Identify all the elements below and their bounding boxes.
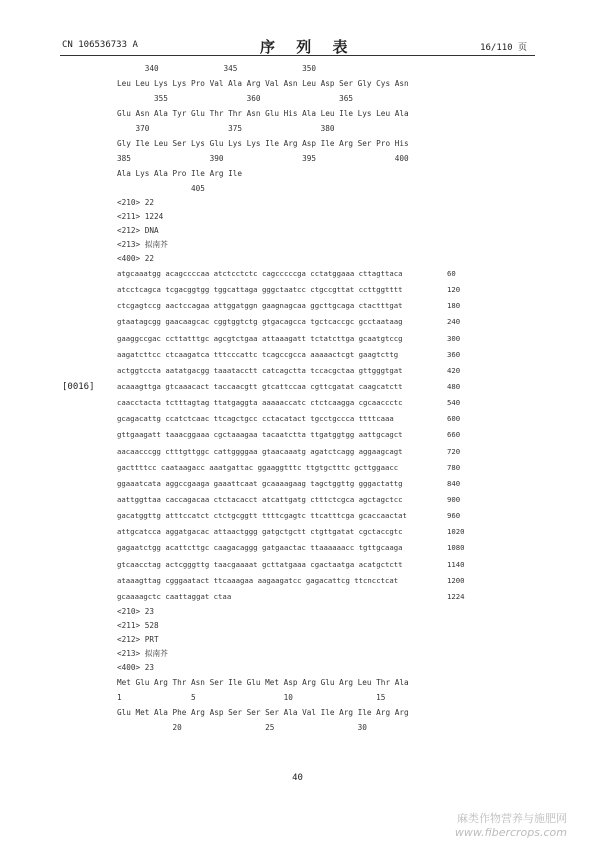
dna-line — [117, 379, 467, 395]
meta-line: <211> 1224 — [117, 212, 164, 221]
meta-line: <211> 528 — [117, 620, 159, 630]
meta-line: <212> DNA — [117, 226, 159, 235]
dna-line — [117, 460, 467, 476]
residue-numbers: 1 5 10 15 — [117, 692, 386, 702]
base-count: 480 — [447, 381, 461, 391]
residue-numbers: 370 375 380 — [117, 124, 335, 133]
dna-bases: gaaggccgac ccttatttgc agcgtctgaa attaaagatt tctatcttga gcaatgtccg — [117, 333, 403, 343]
meta-line: <210> 23 — [117, 606, 155, 616]
dna-line — [117, 444, 467, 460]
base-count: 1224 — [447, 591, 465, 601]
amino-acid-line: Met Glu Arg Thr Asn Ser Ile Glu Met Asp Arg Glu Arg Leu Thr Ala — [117, 677, 409, 687]
dna-bases: gacatggttg atttccatct ctctgcggtt ttttcgagtc ttcatttcga gcaccaactat — [117, 511, 407, 521]
residue-numbers: 355 360 365 — [117, 94, 354, 103]
sequence-listing — [117, 61, 467, 735]
dna-bases: ggaaatcata aggccgaaga gaaattcaat gcaaaagaag tagctggttg gggactattg — [117, 478, 403, 488]
dna-bases: actggtccta aatatgacgg taaatacctt catcagctta tccacgctaa gttgggtgat — [117, 365, 403, 375]
dna-line — [117, 282, 467, 298]
base-count: 1020 — [447, 527, 465, 537]
dna-bases: ataaagttag cgggaatact ttcaaagaa aagaagatcc gagacattcg ttcncctcat — [117, 575, 399, 585]
dna-bases: gtcaacctag actcgggttg taacgaaaat gcttatgaaa cgactaatga acatgctctt — [117, 559, 403, 569]
page-number: 40 — [292, 773, 303, 783]
dna-line — [117, 427, 467, 443]
dna-sequence — [117, 266, 467, 605]
meta-line: <213> 拟南芥 — [117, 240, 168, 249]
meta-line: <213> 拟南芥 — [117, 648, 168, 658]
amino-acid-line: Ala Lys Ala Pro Ile Arg Ile — [117, 169, 242, 178]
base-count: 420 — [447, 365, 461, 375]
amino-acid-line: Gly Ile Leu Ser Lys Glu Lys Lys Ile Arg Asp Ile Arg Ser Pro His — [117, 139, 409, 148]
dna-bases: gacttttcc caataagacc aaatgattac ggaaggtttc ttgtgctttc gcttggaacc — [117, 462, 399, 472]
dna-line — [117, 557, 467, 573]
dna-line — [117, 589, 467, 605]
dna-bases: gagaatctgg acattcttgc caagacaggg gatgaactac ttaaaaaacc tgttgcaaga — [117, 543, 403, 553]
patent-number: CN 106536733 A — [62, 40, 138, 50]
dna-line — [117, 395, 467, 411]
dna-bases: gtaatagcgg gaacaagcac cggtggtctg gtgacagcca tgctcaccgc gcctaataag — [117, 317, 403, 327]
residue-numbers: 340 345 350 — [117, 64, 317, 73]
base-count: 960 — [447, 511, 461, 521]
base-count: 720 — [447, 446, 461, 456]
dna-bases: aagatcttcc ctcaagatca tttcccattc tcagccgcca aaaaactcgt gaagtcttg — [117, 349, 399, 359]
meta-line: <400> 22 — [117, 254, 155, 263]
amino-acid-line: Leu Leu Lys Lys Pro Val Ala Arg Val Asn Leu Asp Ser Gly Cys Asn — [117, 79, 409, 88]
base-count: 1140 — [447, 559, 465, 569]
dna-bases: atcctcagca tcgacggtgg tggcattaga gggctaatcc ctgccgttat ccttggtttt — [117, 285, 403, 295]
dna-bases: atgcaaatgg acagccccaa atctcctctc cagcccccga cctatggaaa cttagttaca — [117, 269, 403, 278]
meta-line: <210> 22 — [117, 198, 155, 207]
dna-line — [117, 363, 467, 379]
base-count: 360 — [447, 349, 461, 359]
page-title: 序 列 表 — [260, 38, 356, 56]
meta-line: <400> 23 — [117, 662, 155, 672]
dna-line — [117, 476, 467, 492]
dna-line — [117, 508, 467, 524]
dna-bases: acaaagttga gtcaaacact taccaacgtt gtcattccaa cgttcgatat caagcatctt — [117, 381, 403, 391]
base-count: 840 — [447, 478, 461, 488]
residue-numbers: 385 390 395 400 — [117, 154, 409, 163]
base-count: 540 — [447, 398, 461, 408]
dna-bases: aattggttaa caccagacaa ctctacacct atcattgatg ctttctcgca agctagctcc — [117, 494, 403, 504]
dna-bases: ctcgagtccg aactccagaa attggatggn gaagnagcaa ggcttgcaga ctactttgat — [117, 301, 403, 311]
paragraph-number: [0016] — [62, 382, 95, 392]
dna-bases: gcagacattg ccatctcaac ttcagctgcc cctacatact tgcctgccca ttttcaaa — [117, 414, 394, 424]
residue-numbers: 405 — [117, 184, 205, 193]
base-count: 780 — [447, 462, 461, 472]
dna-bases: attgcatcca aggatgacac attaactggg gatgctgctt ctgttgatat cgctaccgtc — [117, 527, 403, 537]
base-count: 240 — [447, 317, 461, 327]
dna-line — [117, 298, 467, 314]
dna-line — [117, 573, 467, 589]
dna-line — [117, 524, 467, 540]
dna-line — [117, 540, 467, 556]
watermark-text: 麻类作物营养与施肥网 — [457, 812, 567, 825]
base-count: 60 — [447, 269, 456, 278]
dna-line — [117, 411, 467, 427]
dna-bases: gcaaaagctc caattaggat ctaa — [117, 591, 232, 601]
base-count: 180 — [447, 301, 461, 311]
residue-numbers: 20 25 30 — [117, 722, 367, 732]
base-count: 300 — [447, 333, 461, 343]
dna-bases: gttgaagatt taaacggaaa cgctaaagaa tacaatctta ttgatggtgg aattgcagct — [117, 430, 403, 440]
base-count: 1200 — [447, 575, 465, 585]
base-count: 660 — [447, 430, 461, 440]
meta-line: <212> PRT — [117, 634, 159, 644]
dna-line — [117, 266, 467, 282]
base-count: 900 — [447, 494, 461, 504]
page-indicator: 16/110 页 — [480, 43, 527, 53]
dna-line — [117, 347, 467, 363]
dna-line — [117, 492, 467, 508]
dna-line — [117, 314, 467, 330]
header-divider — [60, 55, 535, 56]
base-count: 1080 — [447, 543, 465, 553]
dna-bases: caacctacta tctttagtag ttatgaggta aaaaaccatc ctctcaagga cgcaaccctc — [117, 398, 403, 408]
watermark-url: www.fibercrops.com — [454, 826, 567, 839]
dna-line — [117, 331, 467, 347]
amino-acid-line: Glu Asn Ala Tyr Glu Thr Thr Asn Glu His Ala Leu Ile Lys Leu Ala — [117, 109, 409, 118]
dna-bases: aacaacccgg ctttgttggc cattggggaa gtaacaaatg agatctcagg aggaagcagt — [117, 446, 403, 456]
base-count: 120 — [447, 285, 461, 295]
amino-acid-line: Glu Met Ala Phe Arg Asp Ser Ser Ser Ala Val Ile Arg Ile Arg Arg — [117, 707, 409, 717]
base-count: 600 — [447, 414, 461, 424]
